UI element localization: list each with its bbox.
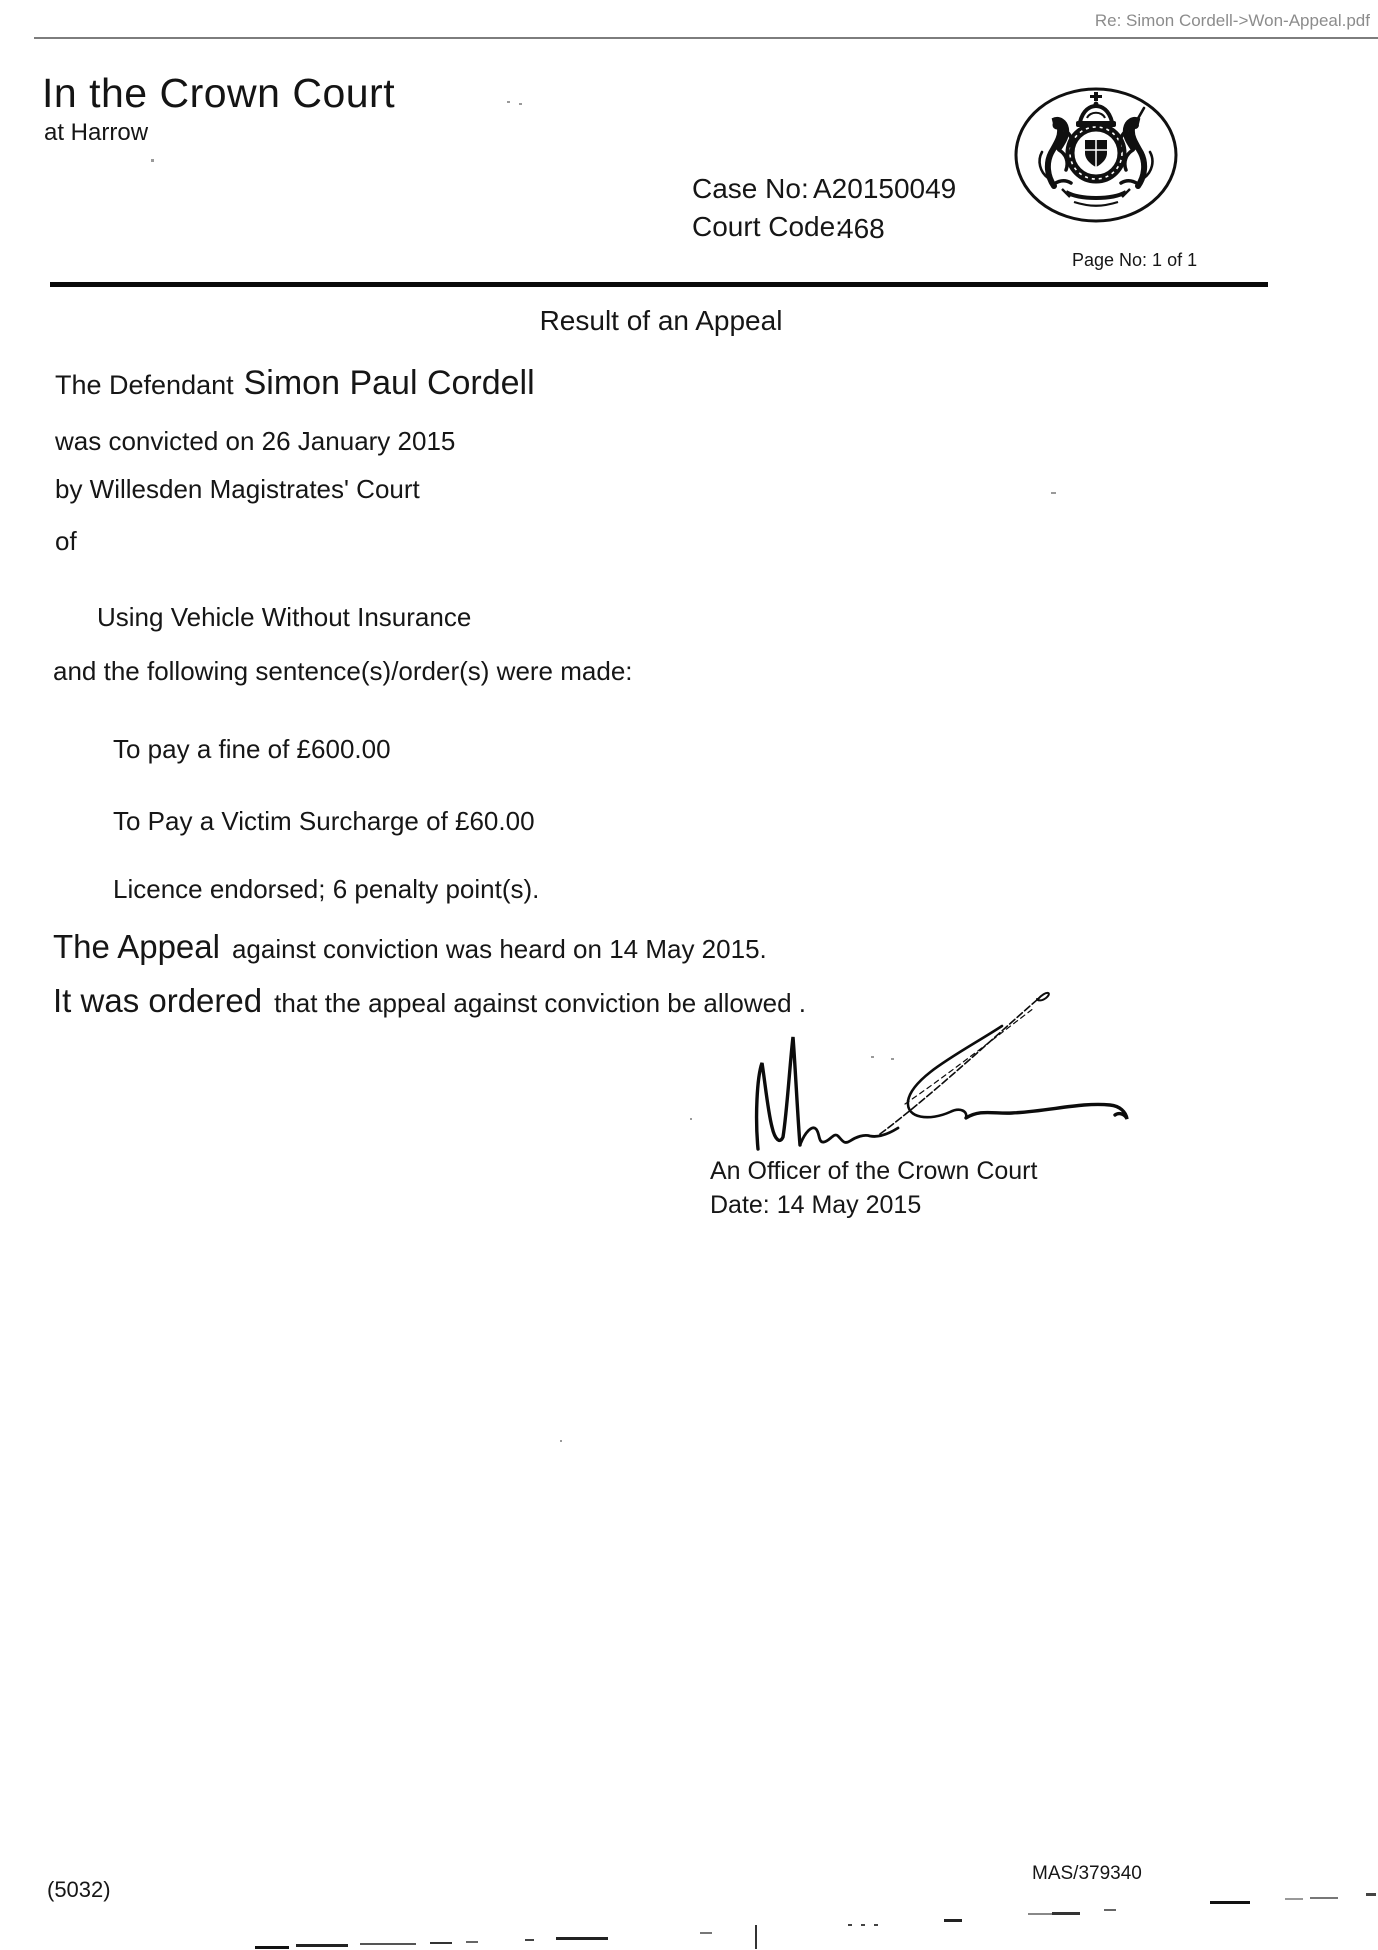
appeal-heard-line [53, 928, 767, 966]
document-title: Result of an Appeal [539, 305, 783, 336]
ordered-lead: It was ordered [53, 982, 263, 1019]
convicting-court-line: by Willesden Magistrates' Court [55, 474, 420, 504]
order-result-line [53, 982, 806, 1020]
document-filename: Re: Simon Cordell->Won-Appeal.pdf [1094, 11, 1370, 30]
case-number-value: A20150049 [813, 173, 957, 204]
defendant-line [55, 364, 535, 403]
footer-reference-code: MAS/379340 [1032, 1863, 1142, 1884]
appeal-rest: against conviction was heard on 14 May 2015. [231, 934, 767, 964]
of-label: of [55, 526, 77, 556]
defendant-name: Simon Paul Cordell [243, 364, 535, 402]
court-code-value: 468 [838, 213, 885, 244]
appeal-lead: The Appeal [53, 928, 220, 965]
order-fine-line: To pay a fine of £600.00 [113, 734, 391, 764]
letterhead-divider [50, 282, 1268, 287]
court-code-label: Court Code: [692, 211, 843, 242]
court-title: In the Crown Court [42, 70, 396, 116]
defendant-label: The Defendant [55, 370, 234, 400]
ordered-rest: that the appeal against conviction be allowed . [274, 988, 807, 1018]
offence-line: Using Vehicle Without Insurance [97, 602, 472, 632]
order-licence-line: Licence endorsed; 6 penalty point(s). [113, 874, 540, 904]
footer-form-code: (5032) [47, 1877, 111, 1902]
officer-signature [740, 972, 1140, 1162]
sentences-intro-line: and the following sentence(s)/order(s) were made: [53, 656, 633, 686]
page-number: Page No: 1 of 1 [1072, 250, 1198, 270]
officer-title-line: An Officer of the Crown Court [710, 1157, 1038, 1185]
signature-date-line: Date: 14 May 2015 [710, 1191, 922, 1219]
royal-crest-icon [1010, 84, 1182, 228]
case-number-label: Case No: [692, 173, 809, 204]
header-divider [34, 37, 1378, 39]
order-surcharge-line: To Pay a Victim Surcharge of £60.00 [113, 806, 535, 836]
conviction-date-line: was convicted on 26 January 2015 [55, 426, 456, 456]
court-location: at Harrow [44, 119, 149, 146]
